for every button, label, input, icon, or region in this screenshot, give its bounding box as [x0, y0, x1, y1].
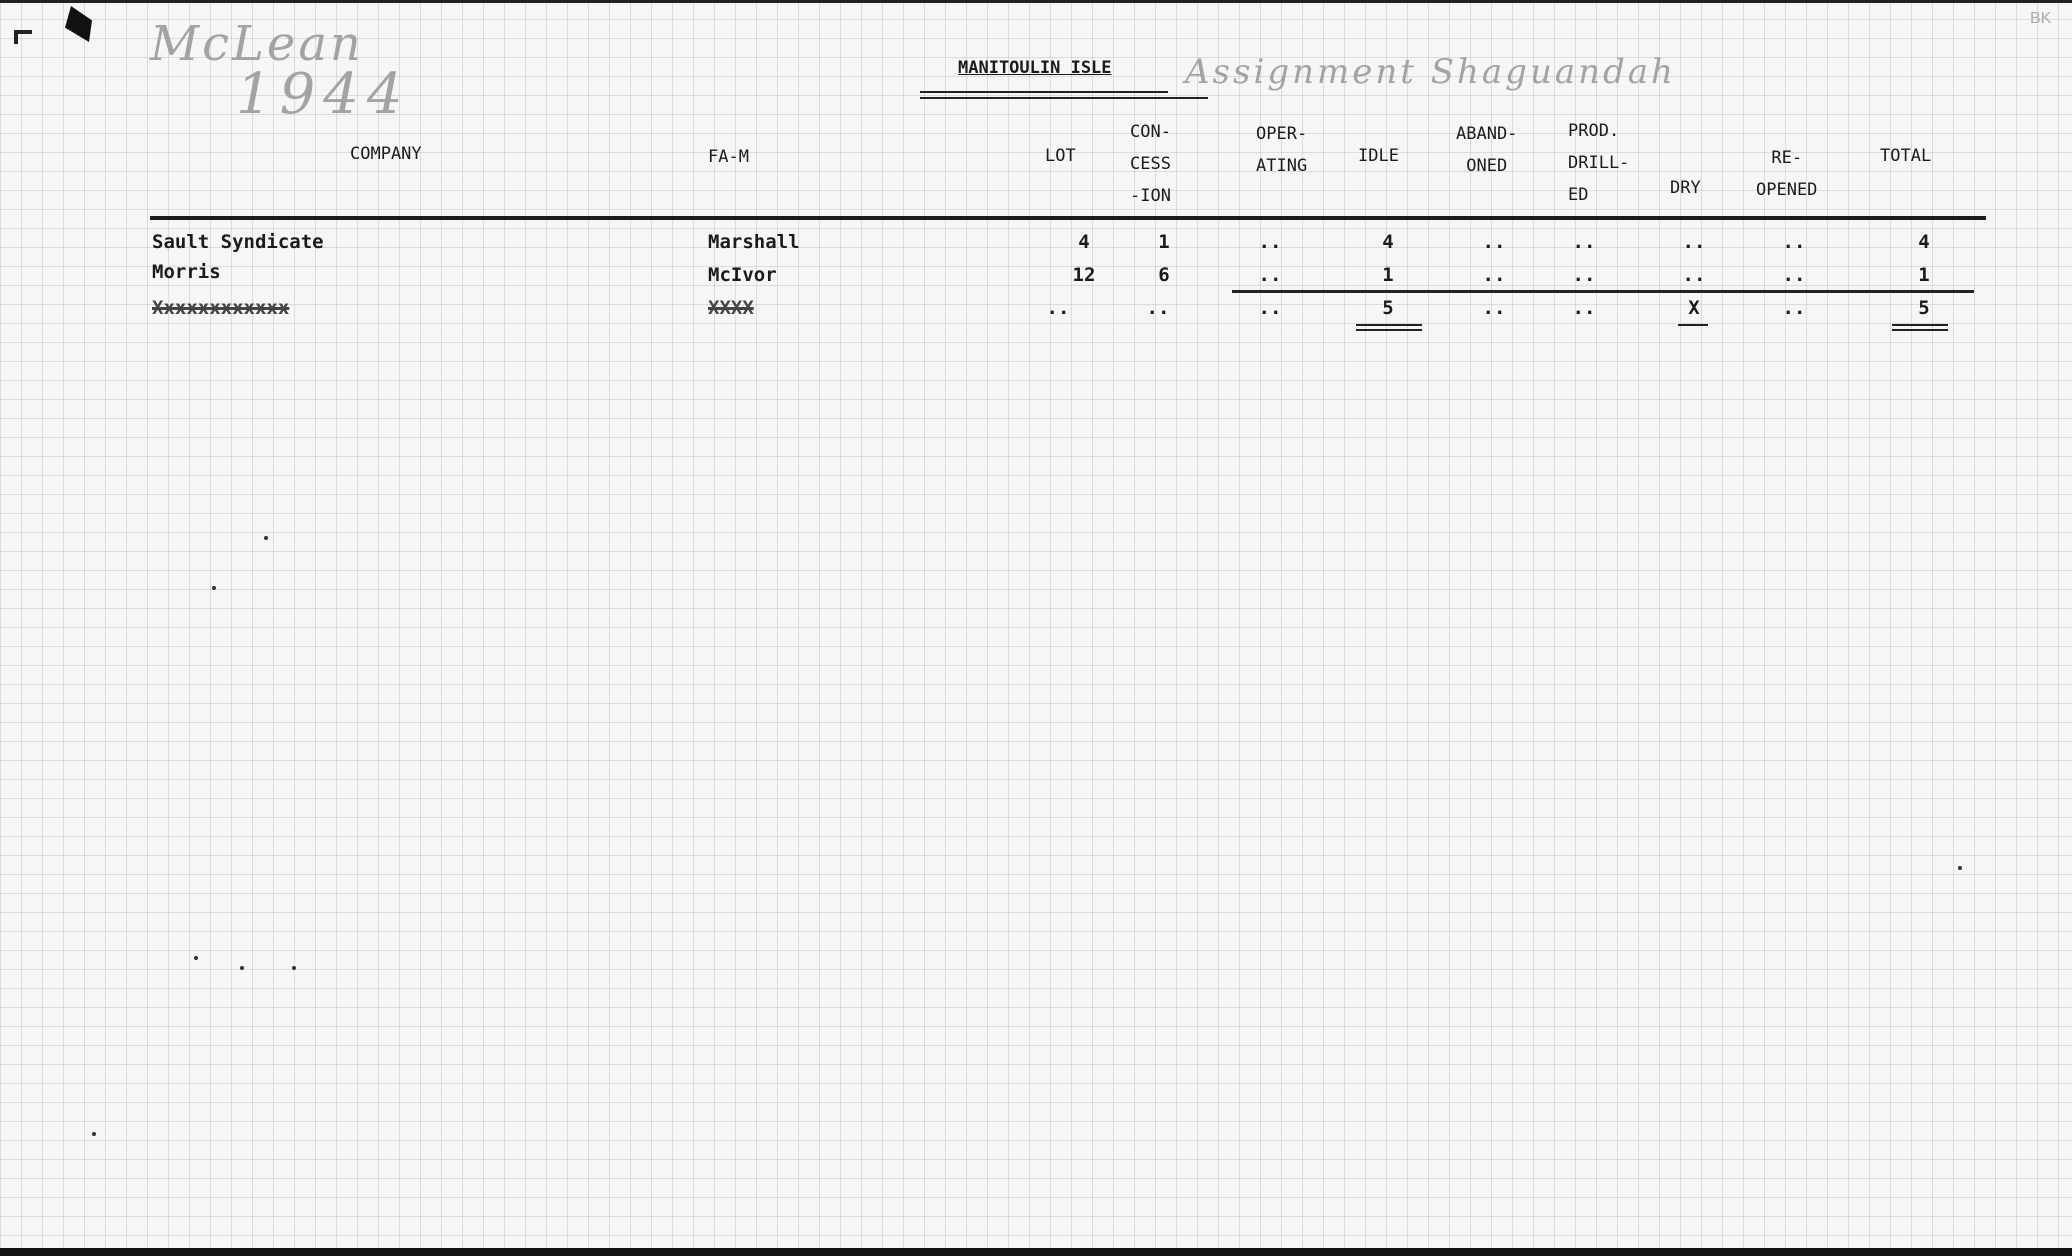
- handwritten-year: 1944: [236, 62, 411, 127]
- header-prod-drilled: PROD. DRILL- ED: [1568, 121, 1630, 205]
- operating-cell: ..: [1258, 297, 1282, 319]
- total-double-underline: [1892, 324, 1948, 326]
- total-cell: 1: [1918, 264, 1930, 286]
- farm-cell: McIvor: [708, 264, 777, 286]
- lot-cell: 12: [1072, 264, 1096, 286]
- header-operating: OPER- ATING: [1256, 124, 1308, 176]
- operating-cell: ..: [1258, 264, 1282, 286]
- corner-bracket-mark: [14, 30, 32, 44]
- idle-double-underline: [1356, 324, 1422, 326]
- dry-cell: ..: [1682, 231, 1706, 253]
- lot-cell: 4: [1078, 231, 1090, 253]
- header-lot: LOT: [1045, 146, 1076, 166]
- bottom-edge: [0, 1248, 2072, 1256]
- idle-cell: 4: [1382, 231, 1394, 253]
- title-underline: [920, 97, 1208, 99]
- header-company: COMPANY: [350, 144, 422, 164]
- ink-speck: [194, 956, 198, 960]
- page-title: MANITOULIN ISLE: [958, 58, 1112, 78]
- total-cell: 4: [1918, 231, 1930, 253]
- ink-speck: [292, 966, 296, 970]
- company-cell: Morris: [152, 261, 221, 283]
- header-concession: CON- CESS -ION: [1130, 122, 1171, 206]
- header-abandoned: ABAND- ONED: [1456, 124, 1518, 176]
- handwritten-name: McLean: [150, 16, 364, 72]
- ink-speck: [240, 966, 244, 970]
- idle-double-underline: [1356, 329, 1422, 331]
- header-farm: FA-M: [708, 147, 749, 167]
- lot-cell: ..: [1046, 297, 1070, 319]
- abandoned-cell: ..: [1482, 297, 1506, 319]
- dry-underline: [1678, 324, 1708, 326]
- operating-cell: ..: [1258, 231, 1282, 253]
- reopened-cell: ..: [1782, 231, 1806, 253]
- farm-cell: Marshall: [708, 231, 800, 253]
- header-dry: DRY: [1670, 178, 1701, 198]
- abandoned-cell: ..: [1482, 264, 1506, 286]
- abandoned-cell: ..: [1482, 231, 1506, 253]
- ink-speck: [264, 536, 268, 540]
- reopened-cell: ..: [1782, 297, 1806, 319]
- concession-cell: 6: [1158, 264, 1170, 286]
- header-total: TOTAL: [1880, 146, 1932, 166]
- idle-total-cell: 5: [1382, 297, 1394, 319]
- handwritten-note: Assignment Shaguandah: [1185, 52, 1676, 92]
- corner-punch-mark: [62, 6, 92, 42]
- prod-drilled-cell: ..: [1572, 231, 1596, 253]
- ink-speck: [1958, 866, 1962, 870]
- prod-drilled-cell: ..: [1572, 264, 1596, 286]
- prod-drilled-cell: ..: [1572, 297, 1596, 319]
- top-edge: [0, 0, 2072, 3]
- idle-cell: 1: [1382, 264, 1394, 286]
- ink-speck: [212, 586, 216, 590]
- concession-cell: ..: [1146, 297, 1170, 319]
- farm-cell-struck: XXXX: [708, 297, 754, 319]
- reopened-cell: ..: [1782, 264, 1806, 286]
- corner-initials: BK: [2030, 10, 2052, 27]
- title-underline: [920, 91, 1168, 93]
- company-cell-struck: Xxxxxxxxxxxx: [152, 297, 290, 319]
- concession-cell: 1: [1158, 231, 1170, 253]
- header-rule: [150, 216, 1986, 220]
- header-idle: IDLE: [1358, 146, 1399, 166]
- dry-total-cell: X: [1688, 297, 1700, 319]
- ink-speck: [92, 1132, 96, 1136]
- dry-cell: ..: [1682, 264, 1706, 286]
- total-double-underline: [1892, 329, 1948, 331]
- grand-total-cell: 5: [1918, 297, 1930, 319]
- company-cell: Sault Syndicate: [152, 231, 324, 253]
- totals-rule: [1232, 290, 1974, 293]
- header-reopened: RE- OPENED: [1756, 148, 1818, 200]
